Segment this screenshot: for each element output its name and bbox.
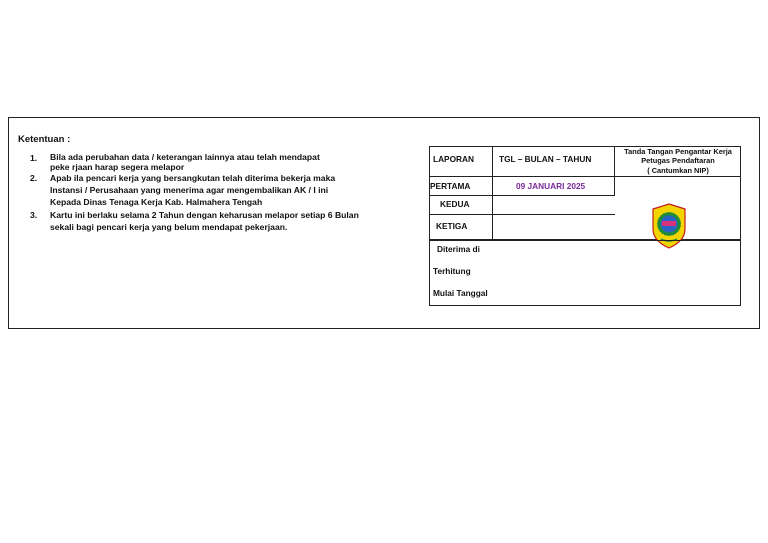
rule-line: sekali bagi pencari kerja yang belum mendapat pekerjaan. xyxy=(50,222,288,232)
rule-number: 2. xyxy=(30,173,38,183)
rule-number: 1. xyxy=(30,153,38,163)
row-label-ketiga: KETIGA xyxy=(436,221,468,231)
rule-line: Apab ila pencari kerja yang bersangkutan telah diterima bekerja maka xyxy=(50,173,336,183)
table-divider xyxy=(429,176,741,177)
signature-line: ( Cantumkan NIP) xyxy=(647,165,709,175)
rule-line: Kepada Dinas Tenaga Kerja Kab. Halmahera Tengah xyxy=(50,197,263,207)
rule-number: 3. xyxy=(30,210,38,220)
rule-line: peke rjaan harap segera melapor xyxy=(50,162,185,172)
row-label-kedua: KEDUA xyxy=(440,199,470,209)
ketentuan-title: Ketentuan : xyxy=(18,134,71,145)
table-divider xyxy=(492,146,493,240)
label-mulai-tanggal: Mulai Tanggal xyxy=(433,288,488,298)
row-date-pertama: 09 JANUARI 2025 xyxy=(516,181,586,191)
rule-line: Bila ada perubahan data / keterangan lainnya atau telah mendapat xyxy=(50,152,320,162)
table-divider xyxy=(429,214,615,215)
signature-header xyxy=(616,147,740,175)
table-divider xyxy=(614,146,615,195)
row-label-pertama: PERTAMA xyxy=(430,181,471,191)
signature-line: Tanda Tangan Pengantar Kerja xyxy=(624,147,732,156)
header-laporan: LAPORAN xyxy=(433,154,475,164)
label-terhitung: Terhitung xyxy=(433,266,471,276)
table-divider xyxy=(429,195,615,196)
rule-line: Instansi / Perusahaan yang menerima agar mengembalikan AK / I ini xyxy=(50,185,329,195)
signature-line: Petugas Pendaftaran xyxy=(641,156,715,166)
rule-line: Kartu ini berlaku selama 2 Tahun dengan keharusan melapor setiap 6 Bulan xyxy=(50,210,359,220)
header-tgl-bulan-tahun: TGL – BULAN – TAHUN xyxy=(499,154,592,164)
label-diterima-di: Diterima di xyxy=(437,244,480,254)
